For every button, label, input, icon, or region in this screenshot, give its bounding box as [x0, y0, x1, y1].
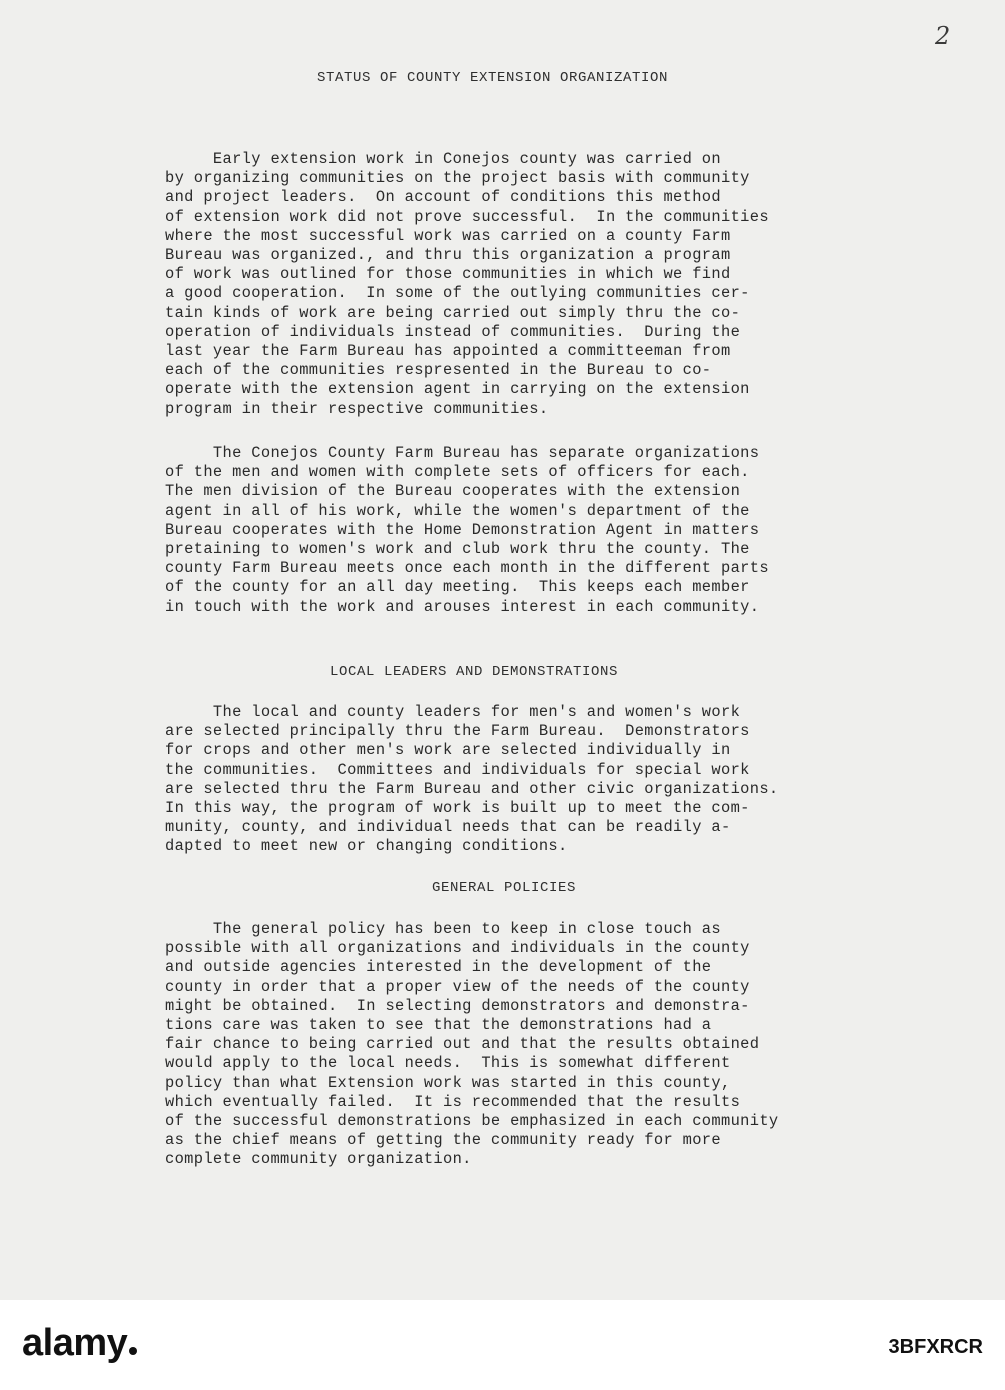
paragraph-early-extension-work: Early extension work in Conejos county was carried on by organizing communities on the project basis with community and project leaders. On account of conditions this method of extension work did not prove successful. In the communities where the most successful work was carried on a county Farm Bureau was organized., and thru this organization a program of work was outlined for those communities in which we find a good cooperation. In some of the outlying communities cer- tain kinds of work are being carried out simply thru the co- operation of individuals instead of communities. During the last year the Farm Bureau has appointed a committeeman from each of the communities respresented in the Bureau to co- operate with the extension agent in carrying on the extension program in their respective communities. — [165, 150, 769, 418]
document-title: STATUS OF COUNTY EXTENSION ORGANIZATION — [317, 70, 669, 86]
paragraph-local-leaders: The local and county leaders for men's and women's work are selected principally thru the Farm Bureau. Demonstrators for crops and other men's work are selected individually in the communities. Committees and individuals for special work are selected thru the Farm Bureau and other civic organizations. In this way, the program of work is built up to meet the com- munity, county, and individual needs that can be readily a- dapted to meet new or changing conditions. — [165, 703, 779, 856]
stock-footer-band — [0, 1300, 1005, 1390]
heading-local-leaders: LOCAL LEADERS AND DEMONSTRATIONS — [330, 664, 619, 680]
brand-dot-icon — [129, 1347, 137, 1355]
page-number: 2 — [935, 22, 951, 50]
brand-name: alamy — [22, 1322, 128, 1364]
heading-general-policies: GENERAL POLICIES — [432, 880, 577, 896]
image-id: 3BFXRCR — [888, 1336, 983, 1358]
paragraph-general-policies: The general policy has been to keep in close touch as possible with all organizations and individuals in the county and outside agencies interested in the development of the county in order that a proper view of the needs of the county might be obtained. In selecting demonstrators and demonstra- tions care was taken to see that the demonstrations had a fair chance to being carried out and that the results obtained would apply to the local needs. This is somewhat different policy than what Extension work was started in this county, which eventually failed. It is recommended that the results of the successful demonstrations be emphasized in each community as the chief means of getting the community ready for more complete community organization. — [165, 920, 779, 1169]
brand-logo — [22, 1322, 137, 1365]
paragraph-farm-bureau-organization: The Conejos County Farm Bureau has separate organizations of the men and women with complete sets of officers for each. The men division of the Bureau cooperates with the extension agent in all of his work, while the women's department of the Bureau cooperates with the Home Demonstration Agent in matters pretaining to women's work and club work thru the county. The county Farm Bureau meets once each month in the different parts of the county for an all day meeting. This keeps each member in touch with the work and arouses interest in each community. — [165, 444, 769, 616]
